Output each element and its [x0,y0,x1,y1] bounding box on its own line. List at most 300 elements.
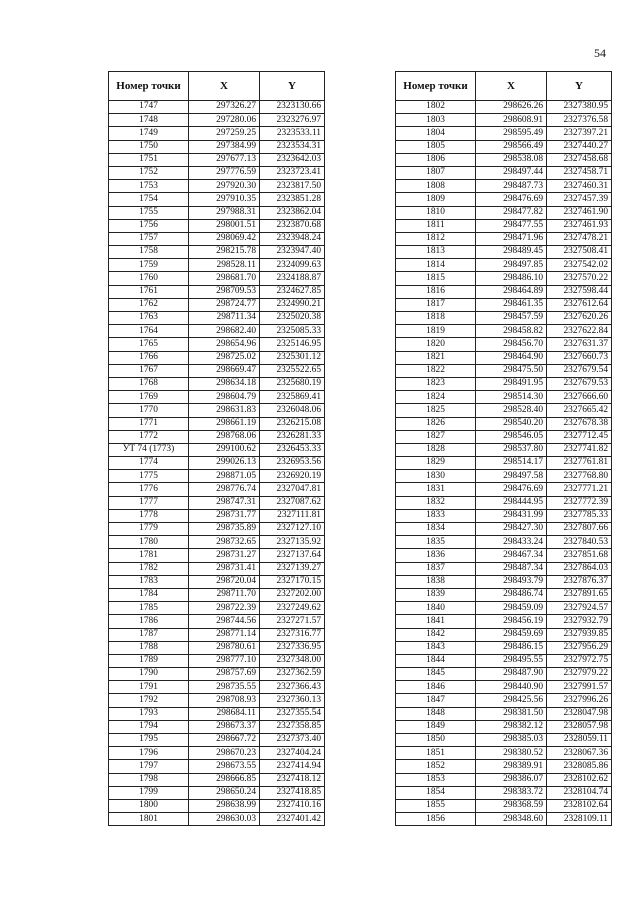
table-row [109,668,325,681]
point-number-cell: 1799 [109,786,189,799]
point-number-cell: 1765 [109,338,189,351]
y-coordinate-cell: 2324188.87 [260,272,325,285]
point-number-cell: 1816 [396,285,476,298]
table-row [109,681,325,694]
table-row [396,615,612,628]
y-coordinate-cell: 2327355.54 [260,707,325,720]
table-row [396,773,612,786]
x-coordinate-cell: 298735.89 [189,523,260,536]
point-number-cell: 1815 [396,272,476,285]
table-row [396,720,612,733]
y-coordinate-cell: 2325680.19 [260,377,325,390]
y-coordinate-cell: 2327461.90 [547,206,612,219]
point-number-cell: 1800 [109,799,189,812]
y-coordinate-cell: 2328102.62 [547,773,612,786]
y-coordinate-cell: 2328085.86 [547,760,612,773]
x-coordinate-cell: 298630.03 [189,813,260,826]
point-number-cell: 1819 [396,325,476,338]
y-coordinate-cell: 2327360.13 [260,694,325,707]
table-row [109,549,325,562]
y-coordinate-cell: 2323130.66 [260,101,325,114]
x-coordinate-cell: 298381.50 [476,707,547,720]
x-coordinate-cell: 298709.53 [189,285,260,298]
y-coordinate-cell: 2327785.33 [547,509,612,522]
y-coordinate-cell: 2327358.85 [260,720,325,733]
x-coordinate-cell: 298458.82 [476,325,547,338]
table-row [396,602,612,615]
point-number-cell: 1783 [109,575,189,588]
table-row [109,127,325,140]
point-number-cell: 1852 [396,760,476,773]
y-coordinate-cell: 2327366.43 [260,681,325,694]
table-row [109,101,325,114]
x-coordinate-cell: 298459.69 [476,628,547,641]
y-coordinate-cell: 2327598.44 [547,285,612,298]
point-number-cell: 1789 [109,654,189,667]
x-coordinate-cell: 298514.17 [476,457,547,470]
point-number-cell: 1822 [396,364,476,377]
point-number-cell: 1788 [109,641,189,654]
table-row [396,694,612,707]
table-row [396,654,612,667]
table-row [109,351,325,364]
header-y: Y [547,72,612,101]
point-number-cell: 1802 [396,101,476,114]
x-coordinate-cell: 298725.02 [189,351,260,364]
y-coordinate-cell: 2327570.22 [547,272,612,285]
point-number-cell: 1812 [396,232,476,245]
x-coordinate-cell: 298661.19 [189,417,260,430]
table-row [109,562,325,575]
point-number-cell: 1853 [396,773,476,786]
x-coordinate-cell: 298487.73 [476,180,547,193]
x-coordinate-cell: 298638.99 [189,799,260,812]
point-number-cell: 1856 [396,813,476,826]
x-coordinate-cell: 298747.31 [189,496,260,509]
point-number-cell: 1768 [109,377,189,390]
x-coordinate-cell: 298425.56 [476,694,547,707]
point-number-cell: 1825 [396,404,476,417]
x-coordinate-cell: 298650.24 [189,786,260,799]
x-coordinate-cell: 298459.09 [476,602,547,615]
y-coordinate-cell: 2327660.73 [547,351,612,364]
x-coordinate-cell: 298538.08 [476,153,547,166]
table-row [396,575,612,588]
x-coordinate-cell: 298475.50 [476,364,547,377]
table-row [396,628,612,641]
y-coordinate-cell: 2323947.40 [260,246,325,259]
table-row [396,246,612,259]
point-number-cell: 1750 [109,140,189,153]
x-coordinate-cell: 298777.10 [189,654,260,667]
y-coordinate-cell: 2327622.84 [547,325,612,338]
y-coordinate-cell: 2327373.40 [260,734,325,747]
point-number-cell: 1845 [396,668,476,681]
point-number-cell: 1827 [396,430,476,443]
x-coordinate-cell: 298487.34 [476,562,547,575]
point-number-cell: 1807 [396,166,476,179]
point-number-cell: 1774 [109,457,189,470]
table-row [396,457,612,470]
point-number-cell: 1834 [396,523,476,536]
y-coordinate-cell: 2327380.95 [547,101,612,114]
table-row [396,285,612,298]
table-row [109,232,325,245]
table-row [109,404,325,417]
point-number-cell: 1755 [109,206,189,219]
x-coordinate-cell: 298486.74 [476,588,547,601]
x-coordinate-cell: 298669.47 [189,364,260,377]
table-row [396,734,612,747]
point-number-cell: 1785 [109,602,189,615]
y-coordinate-cell: 2323870.68 [260,219,325,232]
point-number-cell: 1813 [396,246,476,259]
y-coordinate-cell: 2327924.57 [547,602,612,615]
y-coordinate-cell: 2327840.53 [547,536,612,549]
table-row [396,496,612,509]
point-number-cell: 1850 [396,734,476,747]
header-x: X [476,72,547,101]
table-row [396,668,612,681]
y-coordinate-cell: 2327864.03 [547,562,612,575]
y-coordinate-cell: 2325301.12 [260,351,325,364]
table-row [109,575,325,588]
y-coordinate-cell: 2328102.64 [547,799,612,812]
x-coordinate-cell: 298681.70 [189,272,260,285]
table-row [109,799,325,812]
table-row [396,140,612,153]
point-number-cell: 1776 [109,483,189,496]
table-row [109,707,325,720]
point-number-cell: 1846 [396,681,476,694]
point-number-cell: 1764 [109,325,189,338]
point-number-cell: 1796 [109,747,189,760]
table-row [396,760,612,773]
y-coordinate-cell: 2327771.21 [547,483,612,496]
y-coordinate-cell: 2327772.39 [547,496,612,509]
table-row [109,602,325,615]
y-coordinate-cell: 2323533.11 [260,127,325,140]
x-coordinate-cell: 298476.69 [476,483,547,496]
point-number-cell: 1781 [109,549,189,562]
x-coordinate-cell: 298464.90 [476,351,547,364]
x-coordinate-cell: 298731.41 [189,562,260,575]
y-coordinate-cell: 2327996.26 [547,694,612,707]
table-row [109,734,325,747]
point-number-cell: 1824 [396,391,476,404]
table-row [109,417,325,430]
point-number-cell: 1835 [396,536,476,549]
y-coordinate-cell: 2327460.31 [547,180,612,193]
table-row [109,773,325,786]
table-row [109,272,325,285]
x-coordinate-cell: 298380.52 [476,747,547,760]
point-number-cell: 1829 [396,457,476,470]
x-coordinate-cell: 298497.58 [476,470,547,483]
point-number-cell: 1810 [396,206,476,219]
table-row [109,285,325,298]
x-coordinate-cell: 297384.99 [189,140,260,153]
point-number-cell: 1797 [109,760,189,773]
y-coordinate-cell: 2323862.04 [260,206,325,219]
y-coordinate-cell: 2327362.59 [260,668,325,681]
x-coordinate-cell: 297677.13 [189,153,260,166]
x-coordinate-cell: 298673.55 [189,760,260,773]
point-number-cell: 1772 [109,430,189,443]
table-row [109,654,325,667]
y-coordinate-cell: 2325869.41 [260,391,325,404]
x-coordinate-cell: 298368.59 [476,799,547,812]
table-row [396,325,612,338]
point-number-cell: 1775 [109,470,189,483]
y-coordinate-cell: 2324627.85 [260,285,325,298]
y-coordinate-cell: 2325522.65 [260,364,325,377]
table-row [109,720,325,733]
table-row [109,615,325,628]
table-row [109,496,325,509]
table-row [109,760,325,773]
table-row [109,140,325,153]
point-number-cell: 1828 [396,443,476,456]
x-coordinate-cell: 298487.90 [476,668,547,681]
y-coordinate-cell: 2327336.95 [260,641,325,654]
table-row [396,641,612,654]
point-number-cell: 1818 [396,312,476,325]
y-coordinate-cell: 2327457.39 [547,193,612,206]
y-coordinate-cell: 2327139.27 [260,562,325,575]
y-coordinate-cell: 2324990.21 [260,298,325,311]
point-number-cell: 1780 [109,536,189,549]
y-coordinate-cell: 2323851.28 [260,193,325,206]
point-number-cell: 1757 [109,232,189,245]
point-number-cell: 1808 [396,180,476,193]
table-row [396,536,612,549]
y-coordinate-cell: 2327410.16 [260,799,325,812]
x-coordinate-cell: 298528.40 [476,404,547,417]
x-coordinate-cell: 297326.27 [189,101,260,114]
x-coordinate-cell: 298215.78 [189,246,260,259]
point-number-cell: 1848 [396,707,476,720]
x-coordinate-cell: 297259.25 [189,127,260,140]
y-coordinate-cell: 2327712.45 [547,430,612,443]
y-coordinate-cell: 2327087.62 [260,496,325,509]
point-number-cell: 1805 [396,140,476,153]
point-number-cell: 1771 [109,417,189,430]
point-number-cell: 1849 [396,720,476,733]
x-coordinate-cell: 298608.91 [476,114,547,127]
x-coordinate-cell: 297280.06 [189,114,260,127]
x-coordinate-cell: 298457.59 [476,312,547,325]
y-coordinate-cell: 2327851.68 [547,549,612,562]
y-coordinate-cell: 2327761.81 [547,457,612,470]
table-header-row [396,72,612,101]
x-coordinate-cell: 298348.60 [476,813,547,826]
x-coordinate-cell: 298464.89 [476,285,547,298]
y-coordinate-cell: 2323723.41 [260,166,325,179]
y-coordinate-cell: 2327401.42 [260,813,325,826]
x-coordinate-cell: 297776.59 [189,166,260,179]
y-coordinate-cell: 2327956.29 [547,641,612,654]
point-number-cell: УТ 74 (1773) [109,443,189,456]
table-row [109,259,325,272]
table-row [396,219,612,232]
table-row [109,536,325,549]
header-y: Y [260,72,325,101]
x-coordinate-cell: 298385.03 [476,734,547,747]
y-coordinate-cell: 2328067.36 [547,747,612,760]
x-coordinate-cell: 298456.70 [476,338,547,351]
y-coordinate-cell: 2327202.00 [260,588,325,601]
table-row [396,193,612,206]
point-number-cell: 1795 [109,734,189,747]
x-coordinate-cell: 298595.49 [476,127,547,140]
point-number-cell: 1854 [396,786,476,799]
table-row [396,127,612,140]
point-number-cell: 1791 [109,681,189,694]
table-row [396,549,612,562]
table-row [396,351,612,364]
y-coordinate-cell: 2327939.85 [547,628,612,641]
header-point-number: Номер точки [109,72,189,101]
table-row [109,786,325,799]
point-number-cell: 1844 [396,654,476,667]
y-coordinate-cell: 2327678.38 [547,417,612,430]
table-row [396,364,612,377]
x-coordinate-cell: 299100.62 [189,443,260,456]
y-coordinate-cell: 2328059.11 [547,734,612,747]
y-coordinate-cell: 2325020.38 [260,312,325,325]
y-coordinate-cell: 2327404.24 [260,747,325,760]
y-coordinate-cell: 2326048.06 [260,404,325,417]
x-coordinate-cell: 298461.35 [476,298,547,311]
x-coordinate-cell: 298744.56 [189,615,260,628]
x-coordinate-cell: 298471.96 [476,232,547,245]
point-number-cell: 1820 [396,338,476,351]
y-coordinate-cell: 2327316.77 [260,628,325,641]
point-number-cell: 1770 [109,404,189,417]
y-coordinate-cell: 2327876.37 [547,575,612,588]
table-row [396,470,612,483]
x-coordinate-cell: 298673.37 [189,720,260,733]
x-coordinate-cell: 298768.06 [189,430,260,443]
x-coordinate-cell: 298477.82 [476,206,547,219]
point-number-cell: 1787 [109,628,189,641]
x-coordinate-cell: 298757.69 [189,668,260,681]
x-coordinate-cell: 298776.74 [189,483,260,496]
table-row [396,166,612,179]
table-row [109,377,325,390]
x-coordinate-cell: 298666.85 [189,773,260,786]
table-row [396,298,612,311]
y-coordinate-cell: 2327679.54 [547,364,612,377]
x-coordinate-cell: 298497.85 [476,259,547,272]
table-row [396,523,612,536]
y-coordinate-cell: 2326281.33 [260,430,325,443]
y-coordinate-cell: 2327111.81 [260,509,325,522]
x-coordinate-cell: 298771.14 [189,628,260,641]
y-coordinate-cell: 2327991.57 [547,681,612,694]
y-coordinate-cell: 2327461.93 [547,219,612,232]
table-row [109,206,325,219]
y-coordinate-cell: 2327047.81 [260,483,325,496]
table-row [396,799,612,812]
y-coordinate-cell: 2326920.19 [260,470,325,483]
x-coordinate-cell: 298684.11 [189,707,260,720]
y-coordinate-cell: 2327741.82 [547,443,612,456]
table-row [396,417,612,430]
table-row [396,114,612,127]
x-coordinate-cell: 298711.34 [189,312,260,325]
point-number-cell: 1838 [396,575,476,588]
y-coordinate-cell: 2327807.66 [547,523,612,536]
table-row [109,298,325,311]
x-coordinate-cell: 298724.77 [189,298,260,311]
point-number-cell: 1823 [396,377,476,390]
table-row [396,786,612,799]
table-row [396,206,612,219]
table-row [109,391,325,404]
point-number-cell: 1767 [109,364,189,377]
y-coordinate-cell: 2328057.98 [547,720,612,733]
x-coordinate-cell: 298732.65 [189,536,260,549]
y-coordinate-cell: 2327768.80 [547,470,612,483]
point-number-cell: 1855 [396,799,476,812]
table-row [109,193,325,206]
point-number-cell: 1754 [109,193,189,206]
table-row [109,153,325,166]
point-number-cell: 1756 [109,219,189,232]
y-coordinate-cell: 2325146.95 [260,338,325,351]
x-coordinate-cell: 297910.35 [189,193,260,206]
table-row [109,523,325,536]
point-number-cell: 1793 [109,707,189,720]
y-coordinate-cell: 2328047.98 [547,707,612,720]
y-coordinate-cell: 2326215.08 [260,417,325,430]
x-coordinate-cell: 298654.96 [189,338,260,351]
point-number-cell: 1760 [109,272,189,285]
x-coordinate-cell: 298431.99 [476,509,547,522]
table-row [109,457,325,470]
point-number-cell: 1831 [396,483,476,496]
page-number: 54 [594,46,606,60]
y-coordinate-cell: 2327631.37 [547,338,612,351]
x-coordinate-cell: 298667.72 [189,734,260,747]
y-coordinate-cell: 2327679.53 [547,377,612,390]
point-number-cell: 1841 [396,615,476,628]
x-coordinate-cell: 298476.69 [476,193,547,206]
point-number-cell: 1842 [396,628,476,641]
table-row [396,377,612,390]
y-coordinate-cell: 2323642.03 [260,153,325,166]
point-number-cell: 1804 [396,127,476,140]
point-number-cell: 1837 [396,562,476,575]
x-coordinate-cell: 298720.04 [189,575,260,588]
x-coordinate-cell: 298514.30 [476,391,547,404]
x-coordinate-cell: 298382.12 [476,720,547,733]
y-coordinate-cell: 2328104.74 [547,786,612,799]
point-number-cell: 1758 [109,246,189,259]
table-row [109,325,325,338]
y-coordinate-cell: 2323276.97 [260,114,325,127]
point-number-cell: 1792 [109,694,189,707]
table-row [396,747,612,760]
y-coordinate-cell: 2327418.85 [260,786,325,799]
y-coordinate-cell: 2328109.11 [547,813,612,826]
x-coordinate-cell: 298566.49 [476,140,547,153]
point-number-cell: 1832 [396,496,476,509]
table-row [109,114,325,127]
y-coordinate-cell: 2327271.57 [260,615,325,628]
